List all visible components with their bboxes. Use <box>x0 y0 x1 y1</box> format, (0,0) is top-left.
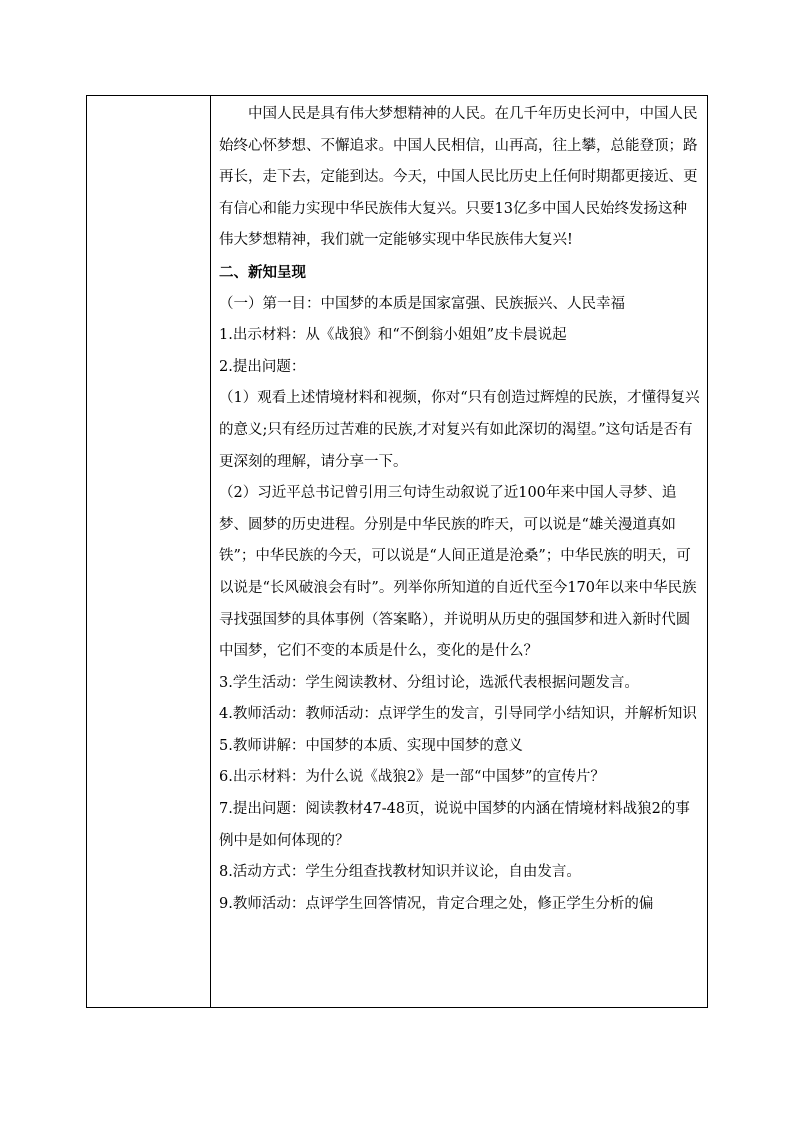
list-item: 1.出示材料：从《战狼》和“不倒翁小姐姐”皮卡晨说起 <box>219 327 567 344</box>
list-item: （1）观看上述情境材料和视频，你对“只有创造过辉煌的民族，才懂得复兴的意义;只有经历过苦难的民族,才对复兴有如此深切的渴望。”这句话是否有更深刻的理解，请分享一下。 <box>219 390 700 470</box>
list-item: 7.提出问题：阅读教材47-48页，说说中国梦的内涵在情境材料战狼2的事例中是如何体现的？ <box>219 801 690 849</box>
section-heading: 二、新知呈现 <box>219 263 306 281</box>
table-left-cell <box>87 96 211 1007</box>
lesson-table <box>86 95 708 1008</box>
list-item: 6.出示材料：为什么说《战狼2》是一部“中国梦”的宣传片？ <box>219 769 605 786</box>
table-content-cell <box>211 96 707 920</box>
list-item: 4.教师活动：教师活动：点评学生的发言，引导同学小结知识，并解析知识 <box>219 706 697 723</box>
list-item: 8.活动方式：学生分组查找教材知识并议论，自由发言。 <box>219 864 581 881</box>
list-item: 5.教师讲解：中国梦的本质、实现中国梦的意义 <box>219 737 523 754</box>
list-item: （2）习近平总书记曾引用三句诗生动叙说了近100年来中国人寻梦、追梦、圆梦的历史进程。分别是中华民族的昨天，可以说是“雄关漫道真如铁”；中华民族的今天，可以说是“人间正道是沧桑”；中华民族的明天，可以说是“长风破浪会有时”。列举你所知道的自近代至今170年以来中华民族寻找强国梦的具体事例（答案略），并说明从历史的强国梦和进入新时代圆中国梦，它们不变的本质是什么，变化的是什么？ <box>219 485 697 660</box>
list-item: 3.学生活动：学生阅读教材、分组讨论，选派代表根据问题发言。 <box>219 674 639 691</box>
list-item: 2.提出问题： <box>219 358 306 375</box>
subsection-heading: （一）第一目：中国梦的本质是国家富强、民族振兴、人民幸福 <box>219 295 625 312</box>
intro-paragraph: 中国人民是具有伟大梦想精神的人民。在几千年历史长河中，中国人民始终心怀梦想、不懈追求。中国人民相信，山再高，往上攀，总能登顶；路再长，走下去，定能到达。今天，中国人民比历史上任何时期都更接近、更有信心和能力实现中华民族伟大复兴。只要13亿多中国人民始终发扬这种伟大梦想精神，我们就一定能够实现中华民族伟大复兴! <box>219 106 698 249</box>
list-item: 9.教师活动：点评学生回答情况，肯定合理之处，修正学生分析的偏 <box>219 895 654 912</box>
